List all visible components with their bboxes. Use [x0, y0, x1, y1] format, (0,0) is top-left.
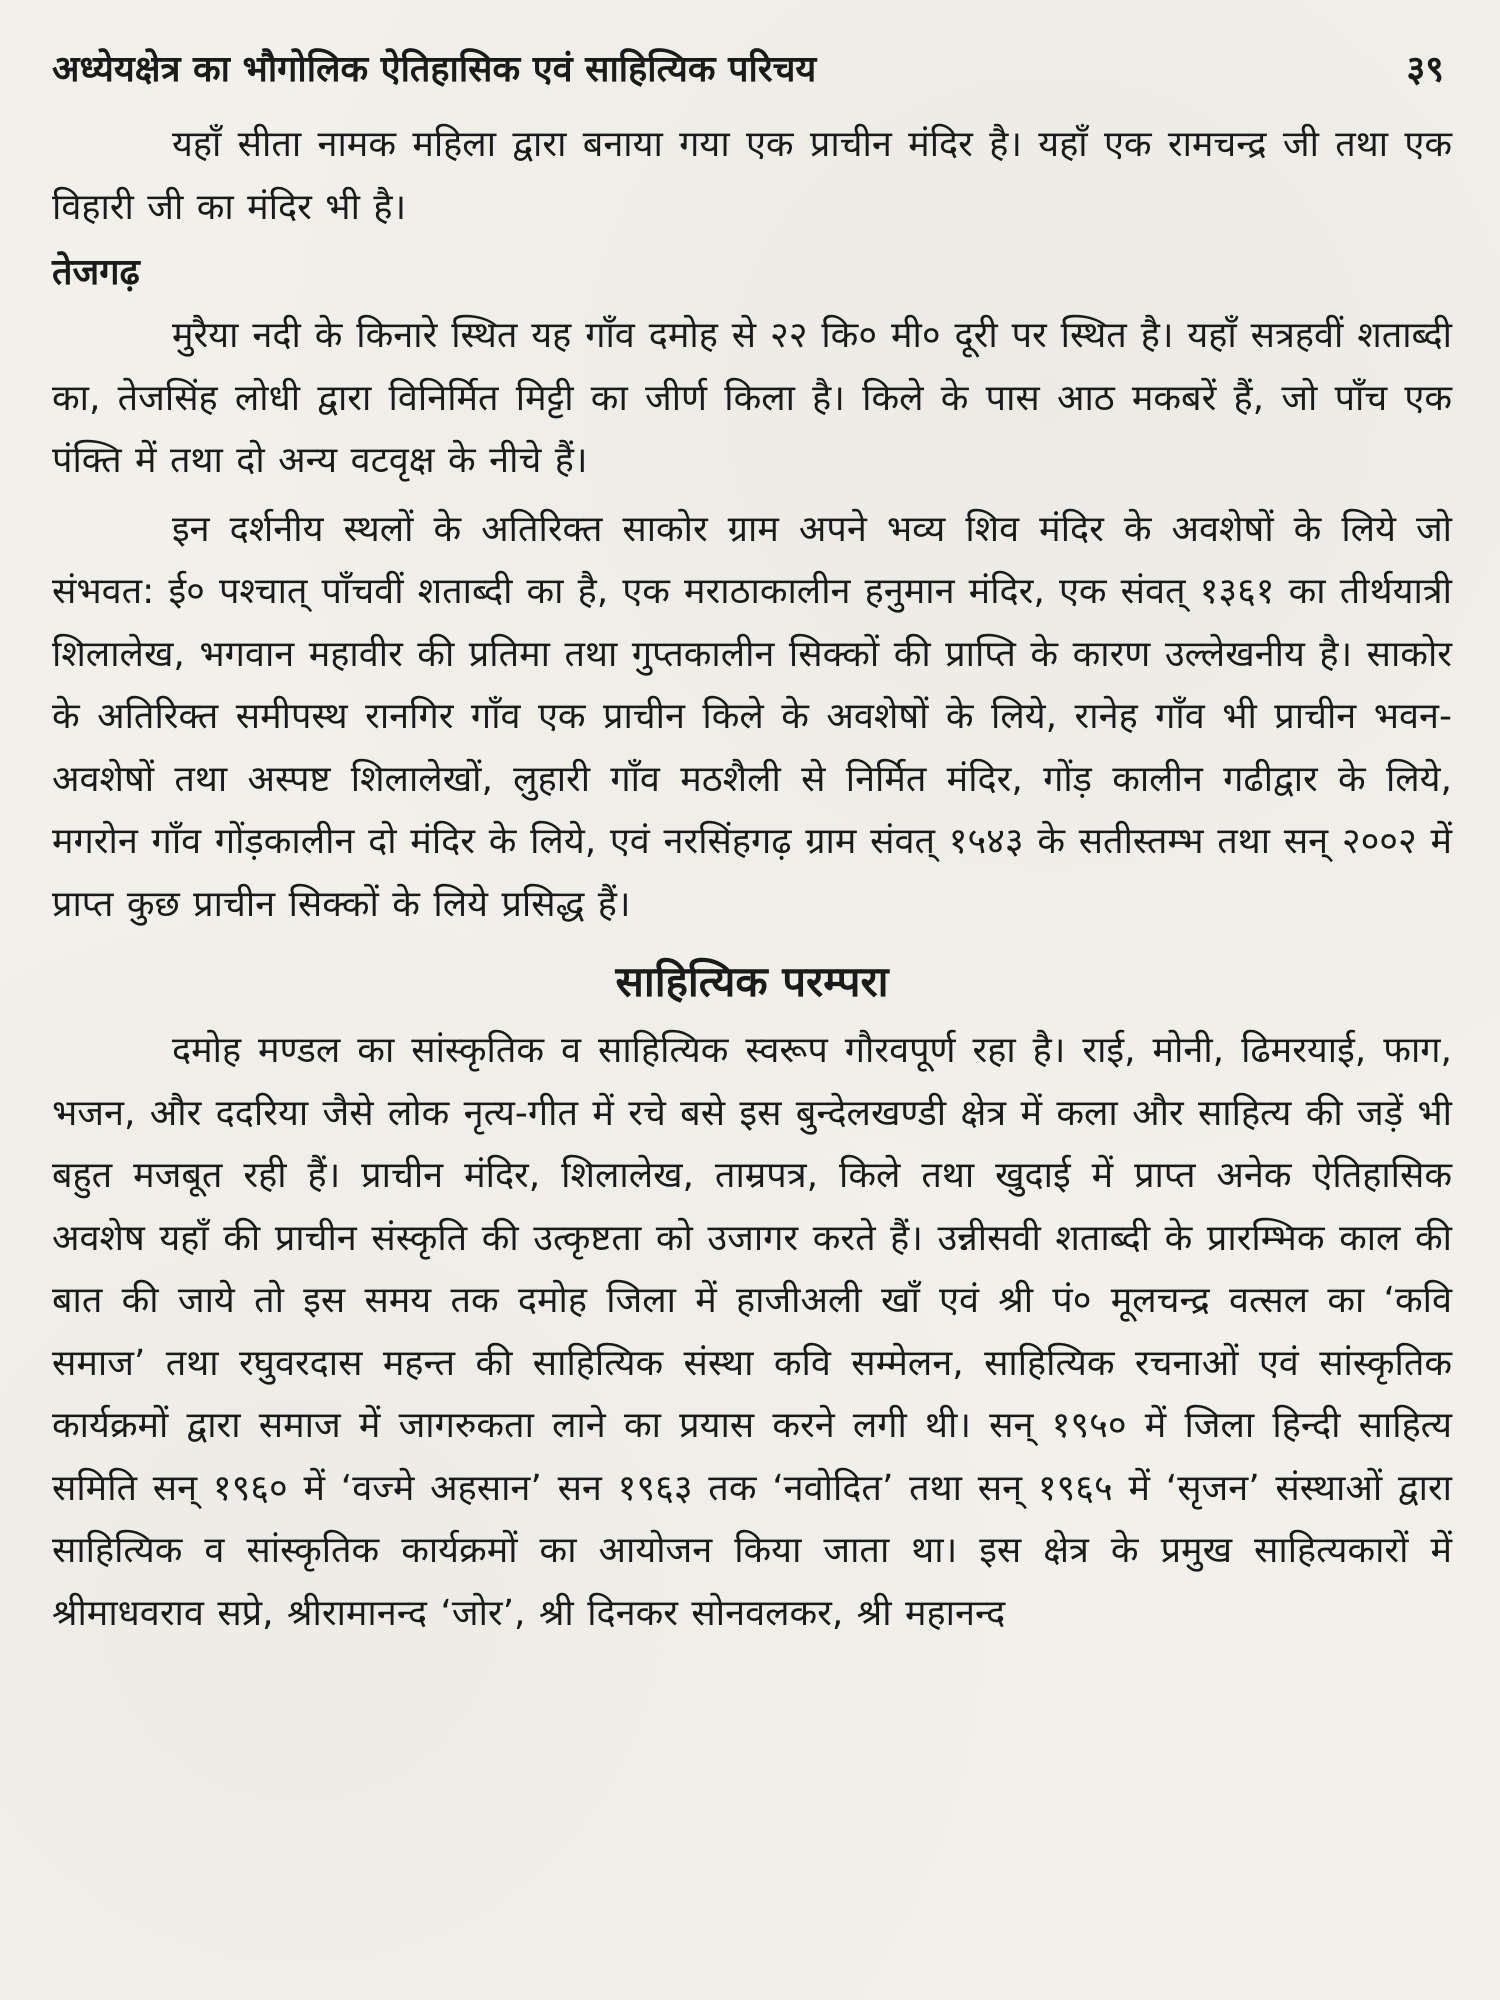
paragraph-sita-temple: यहाँ सीता नामक महिला द्वारा बनाया गया एक प्राचीन मंदिर है। यहाँ एक रामचन्द्र जी तथा एक विहारी जी का मंदिर भी है। — [52, 124, 1452, 228]
section-title-literary-tradition: साहित्यिक परम्परा — [615, 957, 889, 1006]
running-header — [52, 48, 1452, 92]
paragraph-other-sites: इन दर्शनीय स्थलों के अतिरिक्त साकोर ग्राम अपने भव्य शिव मंदिर के अवशेषों के लिये जो संभवत: ई० पश्चात् पाँचवीं शताब्दी का है, एक मराठाकालीन हनुमान मंदिर, एक संवत् १३६१ का तीर्थयात्री शिलालेख, भगवान महावीर की प्रतिमा तथा गुप्तकालीन सिक्कों की प्राप्ति के कारण उल्लेखनीय है। साकोर के अतिरिक्त समीपस्थ रानगिर गाँव एक प्राचीन किले के अवशेषों के लिये, रानेह गाँव भी प्राचीन भवन-अवशेषों तथा अस्पष्ट शिलालेखों, लुहारी गाँव मठशैली से निर्मित मंदिर, गोंड़ कालीन गढीद्वार के लिये, मगरोन गाँव गोंड़कालीन दो मंदिर के लिये, एवं नरसिंहगढ़ ग्राम संवत् १५४३ के सतीस्तम्भ तथा सन् २००२ में प्राप्त कुछ प्राचीन सिक्कों के लिये प्रसिद्ध हैं। — [52, 508, 1452, 925]
page-number: ३९ — [1406, 49, 1444, 90]
subheading-tejgarh: तेजगढ़ — [52, 252, 140, 293]
running-title: अध्येयक्षेत्र का भौगोलिक ऐतिहासिक एवं साहित्यिक परिचय — [52, 49, 817, 90]
paragraph-tejgarh: मुरैया नदी के किनारे स्थित यह गाँव दमोह से २२ कि० मी० दूरी पर स्थित है। यहाँ सत्रहवीं शताब्दी का, तेजसिंह लोधी द्वारा विनिर्मित मिट्टी का जीर्ण किला है। किले के पास आठ मकबरें हैं, जो पाँच एक पंक्ति में तथा दो अन्य वटवृक्ष के नीचे हैं। — [52, 315, 1452, 481]
paragraph-literary-tradition: दमोह मण्डल का सांस्कृतिक व साहित्यिक स्वरूप गौरवपूर्ण रहा है। राई, मोनी, ढिमरयाई, फाग, भजन, और ददरिया जैसे लोक नृत्य-गीत में रचे बसे इस बुन्देलखण्डी क्षेत्र में कला और साहित्य की जड़ें भी बहुत मजबूत रही हैं। प्राचीन मंदिर, शिलालेख, ताम्रपत्र, किले तथा खुदाई में प्राप्त अनेक ऐतिहासिक अवशेष यहाँ की प्राचीन संस्कृति की उत्कृष्टता को उजागर करते हैं। उन्नीसवी शताब्दी के प्रारम्भिक काल की बात की जाये तो इस समय तक दमोह जिला में हाजीअली खाँ एवं श्री पं० मूलचन्द्र वत्सल का ‘कवि समाज’ तथा रघुवरदास महन्त की साहित्यिक संस्था कवि सम्मेलन, साहित्यिक रचनाओं एवं सांस्कृतिक कार्यक्रमों द्वारा समाज में जागरुकता लाने का प्रयास करने लगी थी। सन् १९५० में जिला हिन्दी साहित्य समिति सन् १९६० में ‘वज्मे अहसान’ सन १९६३ तक ‘नवोदित’ तथा सन् १९६५ में ‘सृजन’ संस्थाओं द्वारा साहित्यिक व सांस्कृतिक कार्यक्रमों का आयोजन किया जाता था। इस क्षेत्र के प्रमुख साहित्यकारों में श्रीमाधवराव सप्रे, श्रीरामानन्द ‘जोर’, श्री दिनकर सोनवलकर, श्री महानन्द — [52, 1030, 1452, 1634]
